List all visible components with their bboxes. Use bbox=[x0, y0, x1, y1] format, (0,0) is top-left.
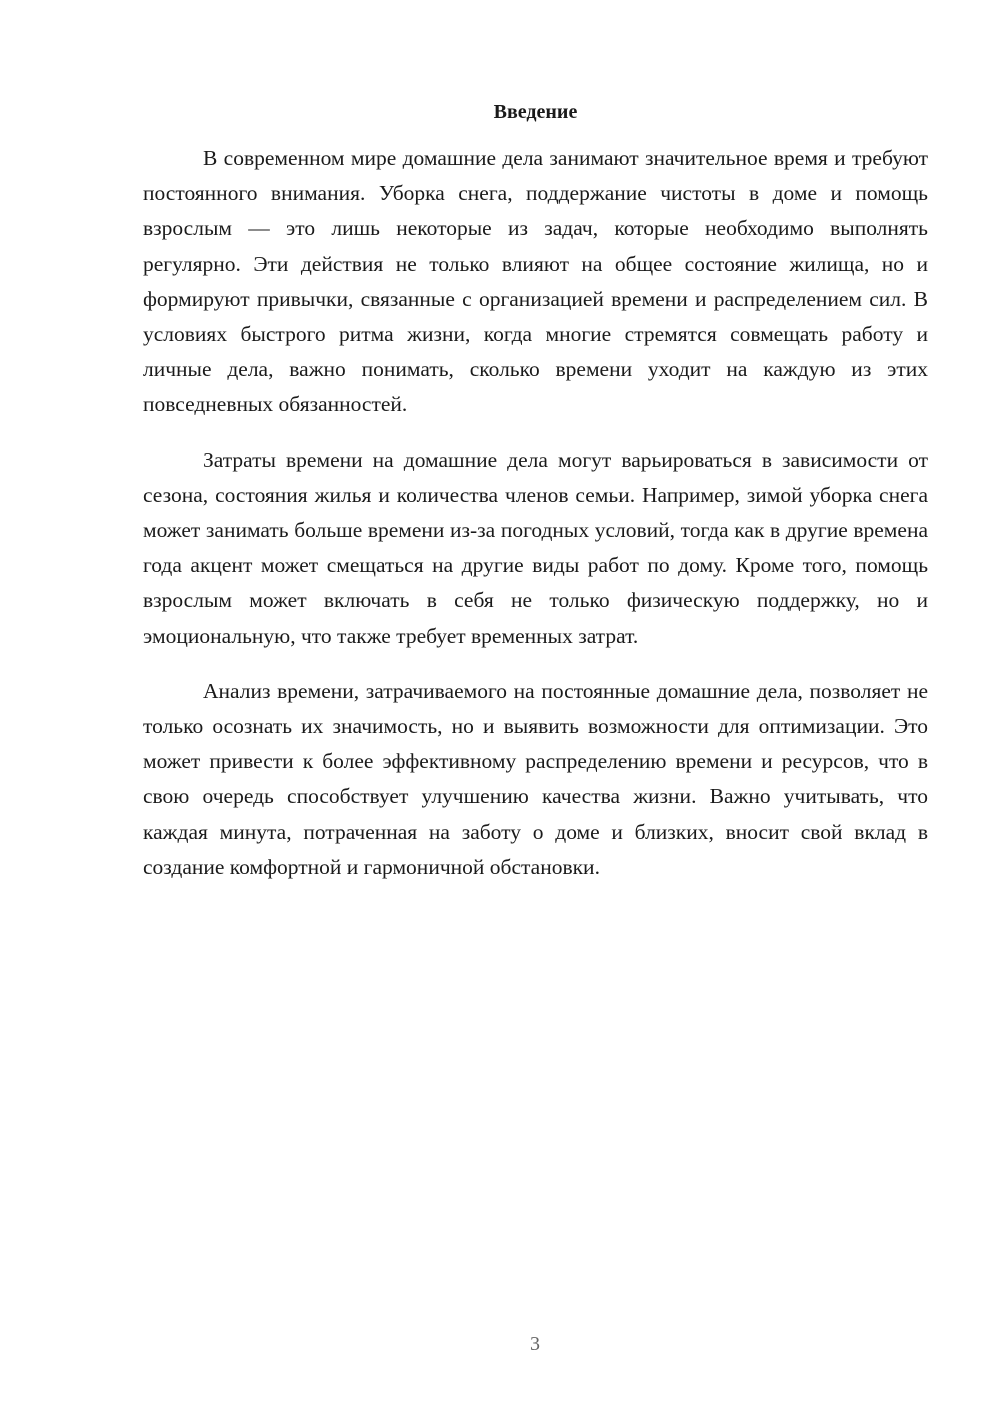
section-title: Введение bbox=[493, 101, 578, 123]
paragraph-1: В современном мире домашние дела занимают значительное время и требуют постоянного внимания. Уборка снега, поддержание чистоты в доме и помощь взрослым — это лишь некоторые из задач, которые необходимо выполнять регулярно. Эти действия не только влияют на общее состояние жилища, но и формируют привычки, связанные с организацией времени и распределением сил. В условиях быстрого ритма жизни, когда многие стремятся совмещать работу и личные дела, важно понимать, сколько времени уходит на каждую из этих повседневных обязанностей. bbox=[143, 146, 928, 417]
paragraph-2: Затраты времени на домашние дела могут варьироваться в зависимости от сезона, состояния жилья и количества членов семьи. Например, зимой уборка снега может занимать больше времени из-за погодных условий, тогда как в другие времена года акцент может смещаться на другие виды работ по дому. Кроме того, помощь взрослым может включать в себя не только физическую поддержку, но и эмоциональную, что также требует временных затрат. bbox=[143, 447, 928, 648]
body-text bbox=[143, 141, 928, 905]
page-number: 3 bbox=[530, 1333, 540, 1355]
paragraph-3: Анализ времени, затрачиваемого на постоянные домашние дела, позволяет не только осознать их значимость, но и выявить возможности для оптимизации. Это может привести к более эффективному распределению времени и ресурсов, что в свою очередь способствует улучшению качества жизни. Важно учитывать, что каждая минута, потраченная на заботу о доме и близких, вносит свой вклад в создание комфортной и гармоничной обстановки. bbox=[143, 678, 928, 879]
